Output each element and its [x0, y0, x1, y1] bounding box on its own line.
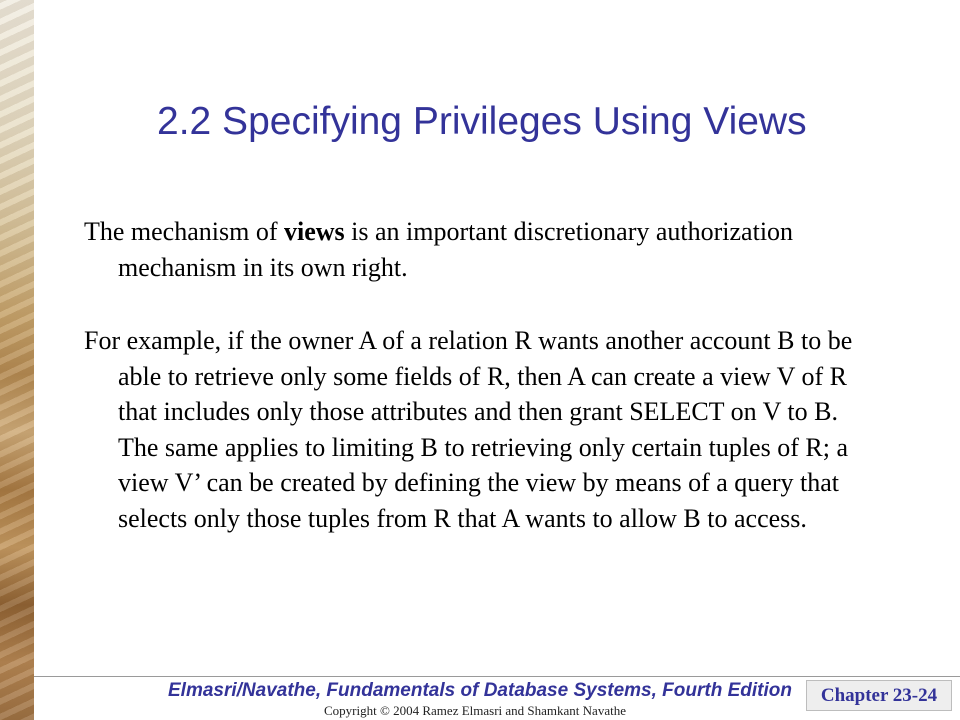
paragraph-text-start: The mechanism of — [84, 217, 284, 246]
paragraph-text-end: is an important discretionary authorization mechanism in its own right. — [118, 217, 794, 282]
footer-copyright: Copyright © 2004 Ramez Elmasri and Shamkant Navathe — [324, 703, 626, 718]
slide-title: 2.2 Specifying Privileges Using Views — [157, 100, 807, 143]
paragraph-example: For example, if the owner A of a relation R wants another account B to be able to retrieve only some fields of R, then A can create a view V of R that includes only those attributes and then grant SELECT on V to B. The same applies to limiting B to retrieving only certain tuples of R; a view V’ can be created by defining the view by means of a query that selects only those tuples from R that A wants to allow B to access. — [84, 326, 853, 533]
footer-book-title: Elmasri/Navathe, Fundamentals of Database Systems, Fourth Edition — [168, 680, 792, 701]
slide-body — [84, 214, 884, 574]
footer-divider — [34, 676, 960, 677]
chapter-label: Chapter 23-24 — [806, 680, 952, 711]
paragraph-views-mechanism — [84, 214, 884, 285]
bold-term-views: views — [284, 217, 345, 246]
desert-sidebar-image — [0, 0, 34, 720]
